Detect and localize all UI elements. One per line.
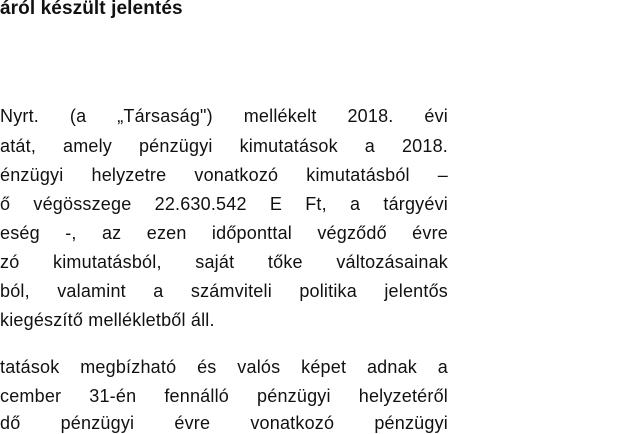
report-heading: áról készült jelentés xyxy=(0,0,183,19)
paragraph-1-line: kiegészítő mellékletből áll. xyxy=(0,310,215,330)
paragraph-1-line: zó kimutatásból, saját tőke változásainak xyxy=(0,252,448,272)
paragraph-1-line: ő végösszege 22.630.542 E Ft, a tárgyévi xyxy=(0,194,448,214)
paragraph-2-line: tatások megbízható és valós képet adnak a xyxy=(0,357,448,377)
paragraph-1-line: énzügyi helyzetre vonatkozó kimutatásból – xyxy=(0,165,448,185)
paragraph-1-line: ból, valamint a számviteli politika jelentős xyxy=(0,281,448,301)
paragraph-1-line: eség -, az ezen időponttal végződő évre xyxy=(0,223,448,243)
paragraph-2-line: cember 31-én fennálló pénzügyi helyzetéről xyxy=(0,386,448,406)
paragraph-1-line: atát, amely pénzügyi kimutatások a 2018. xyxy=(0,136,448,156)
paragraph-1-line: Nyrt. (a „Társaság") mellékelt 2018. évi xyxy=(0,106,448,126)
paragraph-2-line: dő pénzügyi évre vonatkozó pénzügyi xyxy=(0,413,448,433)
